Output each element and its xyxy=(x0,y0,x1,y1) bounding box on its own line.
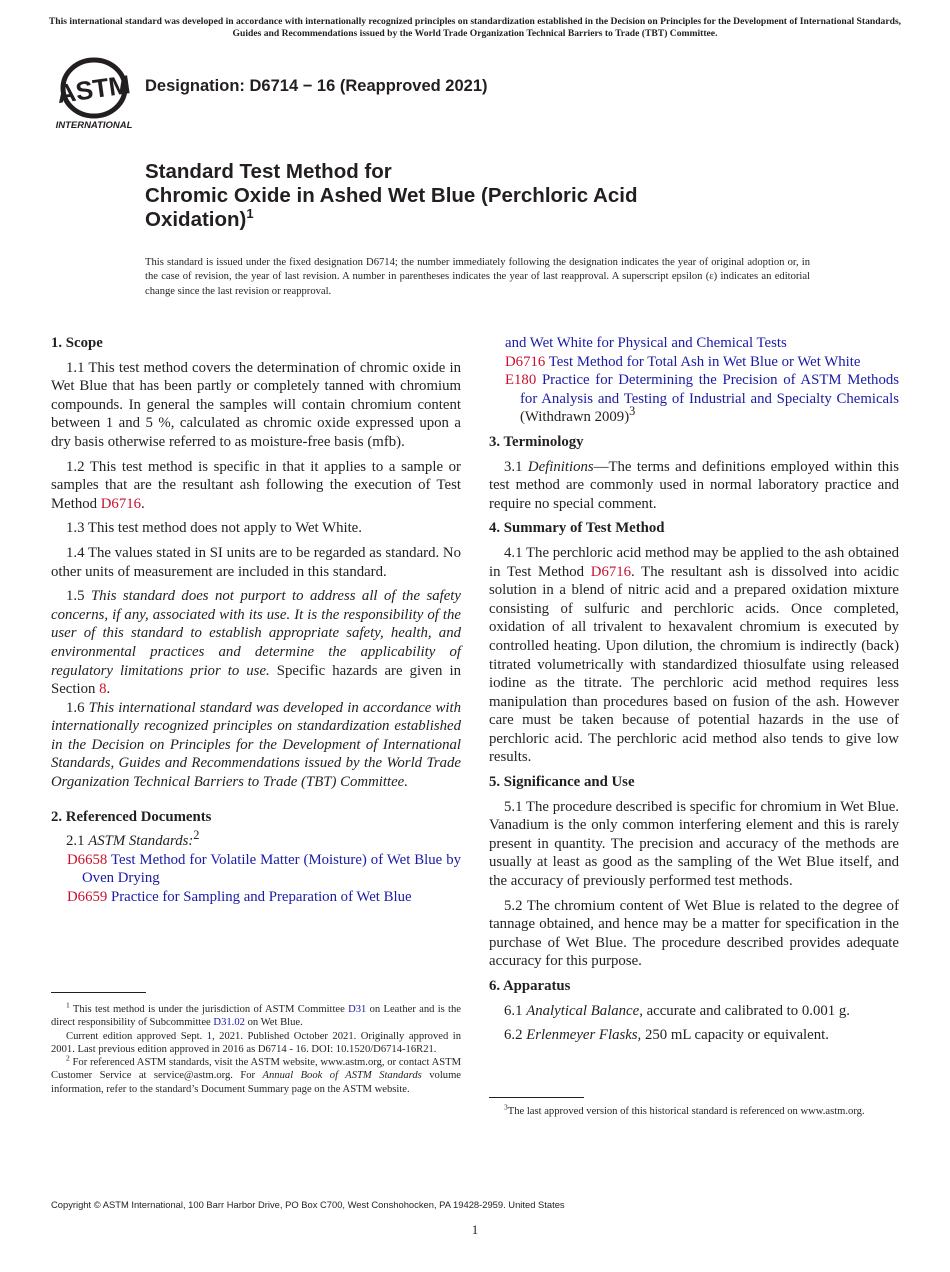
left-column xyxy=(51,334,461,907)
para-5-2: 5.2 The chromium content of Wet Blue is related to the degree of tannage obtained, and hence may be a matter for specification in the purchase of Wet Blue. The procedure described provides adequate accuracy for this purpose. xyxy=(489,897,899,970)
para-2-1-num: 2.1 xyxy=(66,833,85,850)
para-6-1-text: accurate and calibrated to 0.001 g. xyxy=(646,1002,850,1019)
para-1-3: 1.3 This test method does not apply to Wet White. xyxy=(66,520,362,537)
para-6-2-text: 250 mL capacity or equivalent. xyxy=(644,1027,829,1044)
ref-e180-withdrawn: (Withdrawn 2009) xyxy=(520,409,630,426)
ref-d6716 xyxy=(489,353,899,372)
link-section-8[interactable]: 8 xyxy=(99,681,107,698)
ref-d6659 xyxy=(51,888,461,907)
footnote-3-mark: 3 xyxy=(504,1102,508,1112)
para-1-5-italic: This standard does not purport to address all of the safety concerns, if any, associated with its use. It is the responsibility of the user of this standard to establish appropriate safety, health, and environmental practices and determine the applicability of regulatory limitations prior to use. xyxy=(51,588,461,679)
para-1-2-end: . xyxy=(141,495,145,512)
para-1-2-text: 1.2 This test method is specific in that it applies to a sample or samples that are the resultant ash following the execution of Test Method xyxy=(51,458,461,512)
link-d6658[interactable]: D6658 xyxy=(67,851,108,868)
page-number: 1 xyxy=(471,1222,479,1237)
ref-d6659-title[interactable]: Practice for Sampling and Preparation of Wet Blue xyxy=(110,889,412,906)
title-line-3 xyxy=(145,208,637,232)
para-3-1-italic: Definitions xyxy=(527,458,594,475)
footnote-ref-3: 3 xyxy=(629,404,636,419)
document-title xyxy=(145,160,637,232)
ref-e180-title[interactable]: Practice for Determining the Precision of ASTM Methods for Analysis and Testing of Industrial and Specialty Chemicals xyxy=(520,372,900,407)
para-3-1-num: 3.1 xyxy=(504,458,523,475)
link-d6716[interactable]: D6716 xyxy=(100,495,142,512)
section-3-heading: 3. Terminology xyxy=(489,433,584,450)
link-ref-d6716[interactable]: D6716 xyxy=(505,353,546,370)
title-line-3-text: Oxidation) xyxy=(145,208,247,231)
section-5-heading: 5. Significance and Use xyxy=(489,774,635,791)
para-1-4: 1.4 The values stated in SI units are to be regarded as standard. No other units of measurement are included in this standard. xyxy=(51,544,461,580)
title-line-1: Standard Test Method for xyxy=(145,160,392,183)
para-3-1-text: —The terms and definitions employed within this test method are commonly used in normal laboratory practice and require no special comment. xyxy=(489,458,900,512)
footnote-1-text-a: This test method is under the jurisdiction of ASTM Committee xyxy=(72,1004,345,1015)
section-2-heading: 2. Referenced Documents xyxy=(51,808,212,825)
designation: Designation: D6714 − 16 (Reapproved 2021) xyxy=(145,77,488,95)
para-1-6-num: 1.6 xyxy=(66,699,85,716)
footnote-3 xyxy=(489,1102,899,1118)
section-4-heading: 4. Summary of Test Method xyxy=(489,520,665,537)
para-2-1-italic: ASTM Standards: xyxy=(88,833,194,850)
para-6-1-italic: Analytical Balance, xyxy=(526,1002,643,1019)
footnote-2-mark: 2 xyxy=(66,1053,70,1063)
footnote-rule-left xyxy=(51,992,146,993)
link-d31-02[interactable]: D31.02 xyxy=(213,1017,245,1029)
para-1-6 xyxy=(51,699,461,792)
title-footnote-ref: 1 xyxy=(246,206,254,222)
footnote-1-text-c: on Wet Blue. xyxy=(247,1017,303,1029)
footnote-3-text: The last approved version of this historical standard is referenced on www.astm.org. xyxy=(507,1106,865,1117)
issued-note: This standard is issued under the fixed designation D6714; the number immediately following the designation indicates the year of original adoption or, in the case of revision, the year of last revision. A number in parentheses indicates the year of last reapproval. A superscript epsilon (ε) indicates an editorial change since the last revision or reapproval. xyxy=(145,257,810,297)
footnote-ref-2: 2 xyxy=(193,828,200,843)
footnote-rule-right xyxy=(489,1097,584,1098)
para-4-1 xyxy=(489,544,899,767)
footnote-2-italic: Annual Book of ASTM Standards xyxy=(262,1070,422,1082)
para-2-1 xyxy=(51,828,461,851)
right-column xyxy=(489,334,899,1051)
title-line-2: Chromic Oxide in Ashed Wet Blue (Perchloric Acid xyxy=(145,184,638,207)
footnote-2-text-a: For referenced ASTM standards, visit the ASTM website, www.astm.org, or contact ASTM Customer Service at service@astm.org. For xyxy=(51,1057,462,1082)
ref-d6658-title[interactable]: Test Method for Volatile Matter (Moisture) of Wet Blue by Oven Drying xyxy=(82,851,461,887)
astm-logo-text: ASTM xyxy=(55,69,133,110)
footnote-1-mark: 1 xyxy=(66,1000,70,1010)
para-6-1-num: 6.1 xyxy=(504,1002,523,1019)
astm-logo xyxy=(52,56,136,132)
para-1-5-end: . xyxy=(106,681,111,698)
para-4-1-rest: . The resultant ash is dissolved into acidic solution in a blend of nitric acid and a prepared oxidation mixture consisting of sulfuric and perchloric acids. Once completed, oxidation of all trivalent to hexavalent chromium is executed by controlled heating. Upon dilution, the chromium is indirectly (back) titrated volumetrically with standardized thiosulfate using released iodine as the titrate. The perchloric acid method requires less manipulation than procedures based on fusion of the ash. However care must be taken because of potential hazards in the use of perchloric acid. The perchloric acid method also tends to give low results. xyxy=(489,563,900,766)
section-1-heading: 1. Scope xyxy=(51,335,103,351)
para-1-5 xyxy=(51,587,461,699)
footnote-2 xyxy=(51,1053,462,1096)
para-6-1 xyxy=(489,1002,899,1021)
footnote-2-text-b: volume information, refer to the standard’s Document Summary page on the ASTM website. xyxy=(51,1070,462,1095)
ref-d6716-title[interactable]: Test Method for Total Ash in Wet Blue or Wet White xyxy=(548,353,861,370)
tbt-notice: This international standard was developed in accordance with internationally recognized principles on standardization established in the Decision on Principles for the Development of International Standards, Guides and Recommendations issued by the World Trade Organization Technical Barriers to Trade (TBT) Committee. xyxy=(48,16,902,39)
footnotes-left xyxy=(51,1000,462,1096)
ref-e180 xyxy=(489,371,899,427)
para-6-2 xyxy=(489,1026,899,1045)
footnote-1 xyxy=(51,1000,461,1030)
para-3-1 xyxy=(489,458,899,514)
para-1-5-num: 1.5 xyxy=(66,588,85,605)
section-6-heading: 6. Apparatus xyxy=(489,978,571,994)
para-1-6-italic: This international standard was developed in accordance with internationally recognized principles on standardization established in the Decision on Principles for the Development of International Standards, Guides and Recommendations issued by the World Trade Organization Technical Barriers to Trade (TBT) Committee. xyxy=(51,699,461,791)
astm-logo-subtext: INTERNATIONAL xyxy=(55,120,133,131)
para-5-1: 5.1 The procedure described is specific for chromium in Wet Blue. Vanadium is the only common interfering element and this is rarely present in quantity. The precision and accuracy of the methods are usually at least as good as the sampling of the Wet Blue itself, and the accuracy of previously performed test methods. xyxy=(489,798,899,890)
para-1-2 xyxy=(51,458,461,514)
para-1-5-text: Specific hazards are given in Section xyxy=(51,662,461,698)
link-e180[interactable]: E180 xyxy=(505,372,537,389)
copyright-line: Copyright © ASTM International, 100 Barr Harbor Drive, PO Box C700, West Conshohocken, PA 19428-2959. United States xyxy=(51,1199,565,1210)
para-4-1-text: 4.1 The perchloric acid method may be applied to the ash obtained in Test Method xyxy=(489,544,899,580)
footnote-1-edition: Current edition approved Sept. 1, 2021. Published October 2021. Originally approved in 2001. Last previous edition approved in 2016 as D6714 - 16. DOI: 10.1520/D6714-16R21. xyxy=(51,1030,461,1055)
link-d31[interactable]: D31 xyxy=(348,1004,367,1015)
ref-d6659-cont[interactable]: and Wet White for Physical and Chemical Tests xyxy=(505,335,787,351)
ref-d6658 xyxy=(51,851,461,888)
footnote-1-text-b: on Leather and is the direct responsibility of Subcommittee xyxy=(51,1004,461,1029)
para-6-2-italic: Erlenmeyer Flasks, xyxy=(526,1027,642,1044)
para-1-1: 1.1 This test method covers the determination of chromic oxide in Wet Blue that has been partly or completely tanned with chromium compounds. In general the samples will contain chromium content between 1 and 5 %, calculated as chromic oxide expressed upon a dry basis otherwise referred to as moisture-free basis (mfb). xyxy=(51,359,461,450)
link-d6659[interactable]: D6659 xyxy=(67,889,108,906)
para-6-2-num: 6.2 xyxy=(504,1027,523,1044)
footnotes-right xyxy=(489,1102,899,1118)
link-d6716-s4[interactable]: D6716 xyxy=(590,563,632,580)
